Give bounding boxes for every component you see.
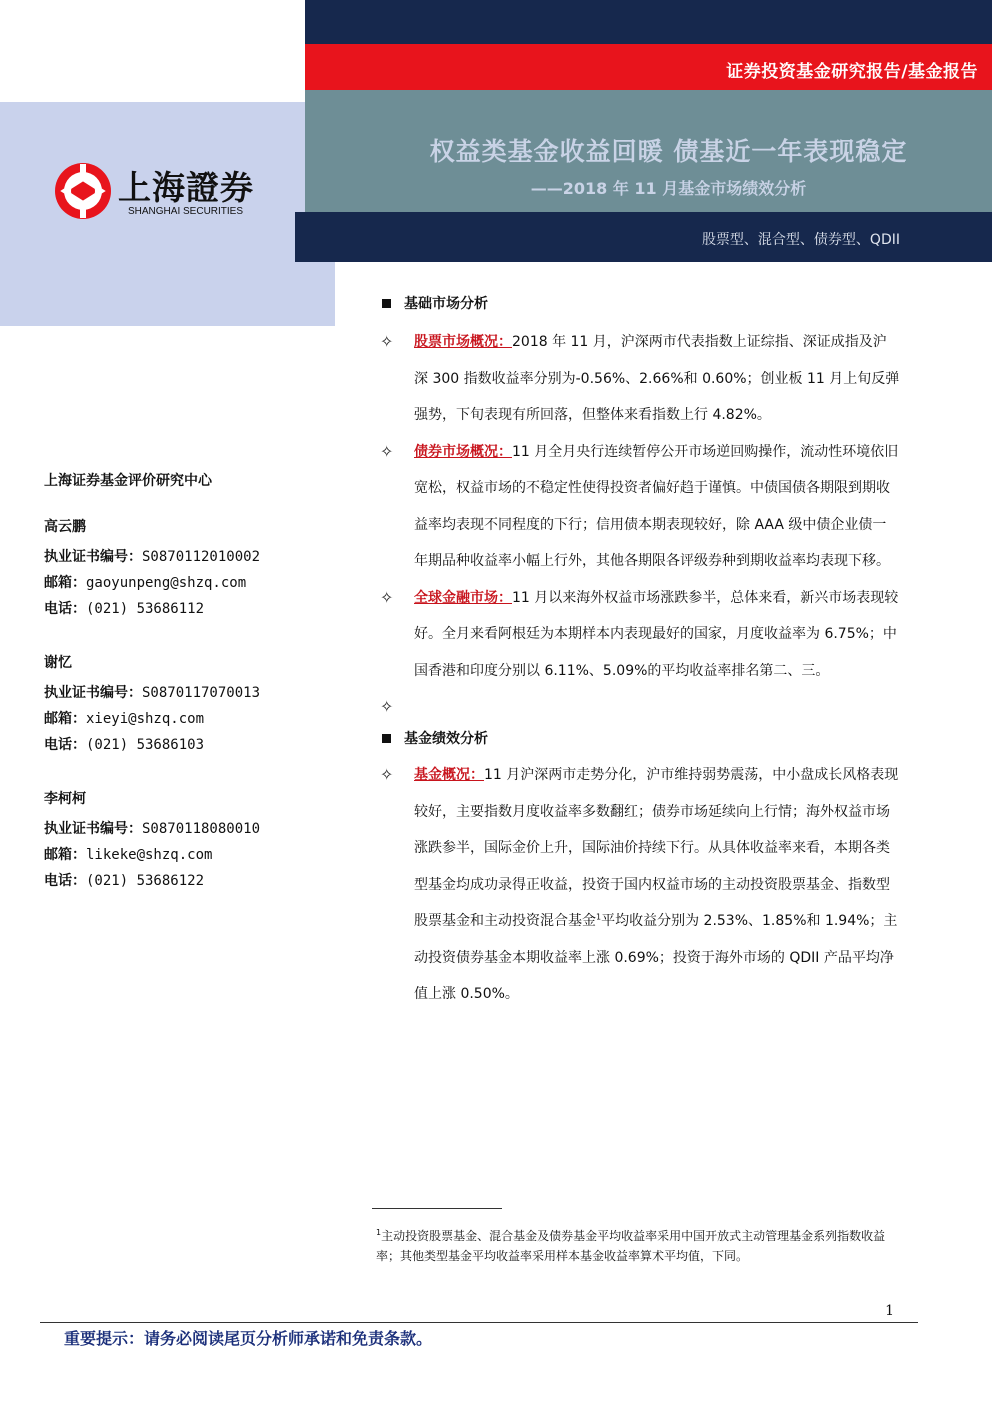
diamond-bullet-icon: ✧	[380, 441, 394, 461]
bond-market-label: 债券市场概况：	[414, 443, 512, 460]
research-center: 上海证券基金评价研究中心	[44, 473, 212, 489]
diamond-bullet-icon: ✧	[380, 587, 394, 607]
analyst-phone: 电话：(021) 53686103	[44, 737, 205, 753]
square-bullet-icon	[382, 734, 391, 743]
global-market-paragraph: ✧ 全球金融市场：11 月以来海外权益市场涨跌参半，总体来看，新兴市场表现较好。全月来看阿根廷为本期样本内表现最好的国家，月度收益率为 6.75%；中国香港和印度分别以 6.11%、5.09%的平均收益率排名第二、三。	[380, 580, 900, 690]
disclaimer: 重要提示：请务必阅读尾页分析师承诺和免责条款。	[64, 1329, 433, 1348]
analyst-email: 邮箱：likeke@shzq.com	[44, 847, 213, 863]
footnote: $^1$主动投资股票基金、混合基金及债券基金平均收益率采用中国开放式主动管理基金系列指数收益率；其他类型基金平均收益率采用样本基金收益率算术平均值，下同。	[376, 1228, 886, 1263]
analyst-sidebar	[44, 470, 304, 922]
analyst-card	[44, 650, 304, 758]
footnote-marker: 1	[596, 912, 602, 922]
page-number: 1	[885, 1303, 894, 1319]
stock-market-paragraph: ✧ 股票市场概况：2018 年 11 月，沪深两市代表指数上证综指、深证成指及沪深 300 指数收益率分别为-0.56%、2.66%和 0.60%；创业板 11 月上旬反弹强势，下旬表现有所回落，但整体来看指数上行 4.82%。	[380, 324, 900, 434]
footnote-divider	[372, 1208, 502, 1209]
analyst-email-link[interactable]: gaoyunpeng@shzq.com	[86, 575, 247, 591]
analyst-email: 邮箱：gaoyunpeng@shzq.com	[44, 575, 247, 591]
logo-english-text: SHANGHAI SECURITIES	[128, 206, 244, 217]
fund-overview-label: 基金概况：	[414, 767, 484, 783]
diamond-bullet-icon: ✧	[380, 697, 394, 716]
analyst-card	[44, 514, 304, 622]
analyst-email-link[interactable]: likeke@shzq.com	[86, 847, 213, 863]
diamond-bullet-icon: ✧	[380, 765, 394, 784]
analyst-email-link[interactable]: xieyi@shzq.com	[86, 711, 205, 727]
fund-type-tags: 股票型、混合型、债券型、QDII	[701, 232, 900, 248]
analyst-phone: 电话：(021) 53686122	[44, 873, 205, 889]
stock-market-label: 股票市场概况：	[414, 334, 512, 350]
shanghai-securities-logo	[52, 160, 282, 226]
bond-market-paragraph: ✧ 债券市场概况：11 月全月央行连续暂停公开市场逆回购操作，流动性环境依旧宽松，权益市场的不稳定性使得投资者偏好趋于谨慎。中债国债各期限到期收益率均表现不同程度的下行；信用债本期表现较好，除 AAA 级中债企业债一年期品种收益率小幅上行外，其他各期限各评级券种到期收益率均表现下移。	[380, 434, 900, 580]
analyst-phone: 电话：(021) 53686112	[44, 601, 205, 617]
section-heading: 基础市场分析	[380, 290, 900, 316]
analyst-name: 李柯柯	[44, 791, 86, 807]
section-heading: 基金绩效分析	[380, 725, 900, 751]
analyst-name: 谢忆	[44, 655, 72, 671]
analyst-email: 邮箱：xieyi@shzq.com	[44, 711, 205, 727]
logo-chinese-text: 上海證券	[118, 168, 254, 207]
logo-emblem-icon	[52, 160, 114, 222]
global-market-label: 全球金融市场：	[414, 589, 512, 606]
report-title: 权益类基金收益回暖 债基近一年表现稳定	[429, 137, 908, 166]
header-navy-band	[305, 0, 992, 44]
footer-divider	[40, 1322, 918, 1323]
square-bullet-icon	[382, 299, 391, 308]
analyst-name: 高云鹏	[44, 519, 86, 535]
analyst-cert: 执业证书编号：S0870117070013	[44, 685, 261, 701]
empty-bullet	[380, 689, 900, 725]
main-content	[380, 290, 900, 1013]
report-subtitle: ——2018 年 11 月基金市场绩效分析	[530, 179, 807, 198]
analyst-cert: 执业证书编号：S0870118080010	[44, 821, 261, 837]
diamond-bullet-icon: ✧	[380, 332, 394, 351]
analyst-cert: 执业证书编号：S0870112010002	[44, 549, 261, 565]
report-type: 证券投资基金研究报告/基金报告	[726, 62, 978, 82]
analyst-card	[44, 786, 304, 894]
fund-overview-paragraph: ✧ 基金概况：11 月沪深两市走势分化，沪市维持弱势震荡，中小盘成长风格表现较好，主要指数月度收益率多数翻红；债券市场延续向上行情；海外权益市场涨跌参半，国际金价上升，国际油价持续下行。从具体收益率来看，本期各类型基金均成功录得正收益，投资于国内权益市场的主动投资股票基金、指数型股票基金和主动投资混合基金$^1$平均收益分别为 2.53%、1.85%和 1.94%；主动投资债券基金本期收益率上涨 0.69%；投资于海外市场的 QDII 产品平均净值上涨 0.50%。	[380, 757, 900, 1013]
